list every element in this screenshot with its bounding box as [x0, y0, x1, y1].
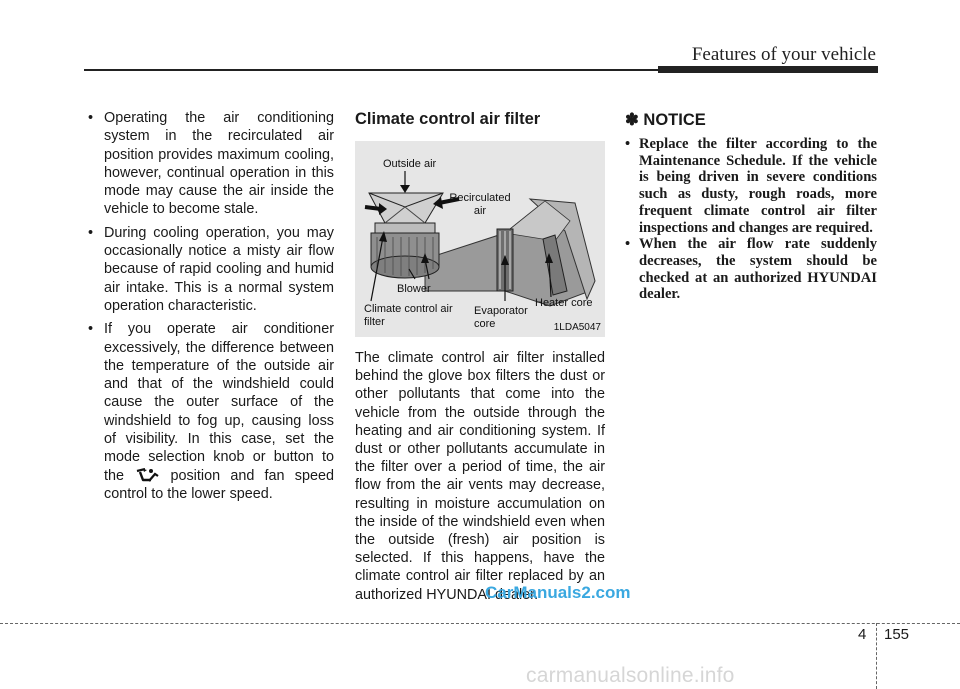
list-item: • During cooling operation, you may occasionally notice a misty air flow because of rapid cooling and humid air intake. This is a normal system operation characteristic. [86, 224, 334, 315]
header-rule [84, 69, 658, 71]
notice-list [625, 136, 877, 303]
notice-title-text: NOTICE [643, 111, 706, 129]
page-number-divider [876, 623, 877, 689]
header-bar [658, 66, 878, 73]
footer-watermark: carmanualsonline.info [526, 664, 735, 687]
left-column [86, 109, 334, 508]
page-number: 155 [884, 626, 910, 643]
list-item: • Replace the filter according to the Maintenance Schedule. If the vehicle is being driven in severe conditions such as dusty, rough roads, more frequent climate control air filter inspections and changes are required. [625, 136, 877, 236]
footer-divider [0, 623, 960, 624]
label-outside-air: Outside air [383, 158, 437, 170]
filter-section-title: Climate control air filter [355, 110, 541, 128]
label-recirculated-air: Recirculated air [449, 192, 511, 217]
label-heater-core: Heater core [535, 297, 593, 309]
filter-description: The climate control air filter installed behind the glove box filters the dust or other pollutants that come into the vehicle from the outside through the heating and air conditioning system. If dust or other pollutants accumulate in the filter over a period of time, the air flow from the air vents may decrease, resulting in moisture accumulation on the inside of the windshield even when the outside (fresh) air position is selected. If this happens, have the climate control air filter replaced by an authorized HYUNDAI dealer. [355, 350, 605, 603]
notice-box [625, 110, 877, 303]
list-item: • When the air flow rate suddenly decreases, the system should be checked at an authorized HYUNDAI dealer. [625, 236, 877, 303]
filter-section [355, 110, 605, 604]
bullet-text-before-icon: If you operate air conditioner excessively, the difference between the temperature of the outside air and that of the windshield could cause the outer surface of the windshield to fog up, causing loss of visibility. In this case, set the mode selection knob or button to the [104, 321, 334, 484]
label-evaporator-core: Evaporator core [474, 305, 528, 330]
hvac-diagram [355, 141, 605, 337]
list-item: • Operating the air conditioning system in the recirculated air position provides maximum cooling, however, continual operation in this mode may cause the air inside the vehicle to become stale. [86, 109, 334, 219]
bullet-text-after-icon: position and fan speed control to the lower speed. [104, 467, 334, 502]
label-blower: Blower [397, 283, 431, 295]
floor-defrost-mode-icon [134, 468, 160, 482]
list-item [86, 320, 334, 503]
notice-symbol-icon: ✽ [625, 111, 639, 129]
chapter-number: 4 [858, 626, 867, 643]
section-title: Features of your vehicle [691, 44, 876, 65]
label-climate-control-air-filter: Climate control air filter [364, 303, 453, 328]
watermark-link[interactable]: CarManuals2.com [485, 583, 631, 602]
notice-title [625, 110, 877, 130]
ac-tips-list [86, 109, 334, 503]
figure-code: 1LDA5047 [553, 322, 601, 333]
